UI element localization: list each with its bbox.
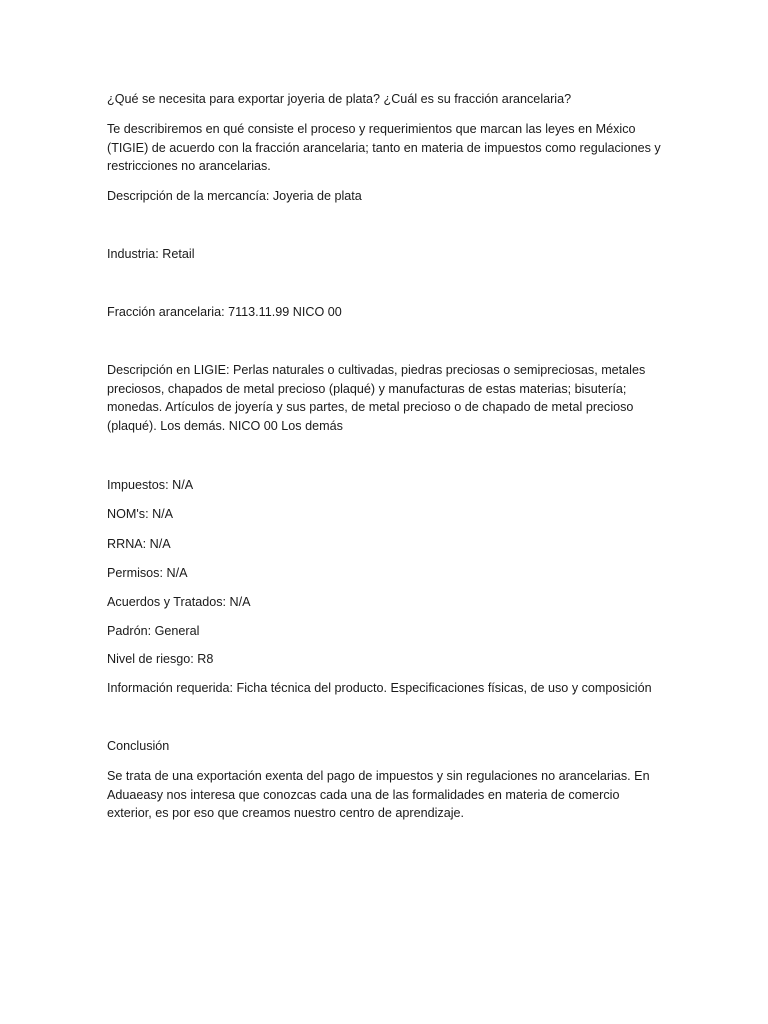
conclusion-paragraph: Se trata de una exportación exenta del pago de impuestos y sin regulaciones no arancelarias. En Aduaeasy nos interesa que conozcas cada una de las formalidades en materia de comercio exterior, es por eso que creamos nuestro centro de aprendizaje. [107, 769, 650, 821]
industria: Industria: Retail [107, 247, 195, 261]
noms: NOM's: N/A [107, 507, 174, 521]
descripcion-mercancia: Descripción de la mercancía: Joyeria de plata [107, 189, 362, 203]
nivel-riesgo: Nivel de riesgo: R8 [107, 652, 214, 666]
conclusion-heading: Conclusión [107, 739, 170, 753]
informacion-requerida: Información requerida: Ficha técnica del producto. Especificaciones físicas, de uso y composición [107, 681, 652, 695]
fraccion-arancelaria: Fracción arancelaria: 7113.11.99 NICO 00 [107, 305, 342, 319]
impuestos: Impuestos: N/A [107, 478, 194, 492]
title-question: ¿Qué se necesita para exportar joyeria de plata? ¿Cuál es su fracción arancelaria? [107, 92, 572, 106]
intro-paragraph: Te describiremos en qué consiste el proceso y requerimientos que marcan las leyes en México (TIGIE) de acuerdo con la fracción arancelaria; tanto en materia de impuestos como regulaciones y restricciones no arancelarias. [107, 122, 661, 174]
permisos: Permisos: N/A [107, 566, 188, 580]
descripcion-ligie: Descripción en LIGIE: Perlas naturales o cultivadas, piedras preciosas o semipreciosas, metales preciosos, chapados de metal precioso (plaqué) y manufacturas de estas materias; bisutería; monedas. Artículos de joyería y sus partes, de metal precioso o de chapado de metal precioso (plaqué). Los demás. NICO 00 Los demás [107, 363, 646, 433]
rrna: RRNA: N/A [107, 537, 171, 551]
acuerdos-tratados: Acuerdos y Tratados: N/A [107, 595, 251, 609]
padron: Padrón: General [107, 624, 200, 638]
